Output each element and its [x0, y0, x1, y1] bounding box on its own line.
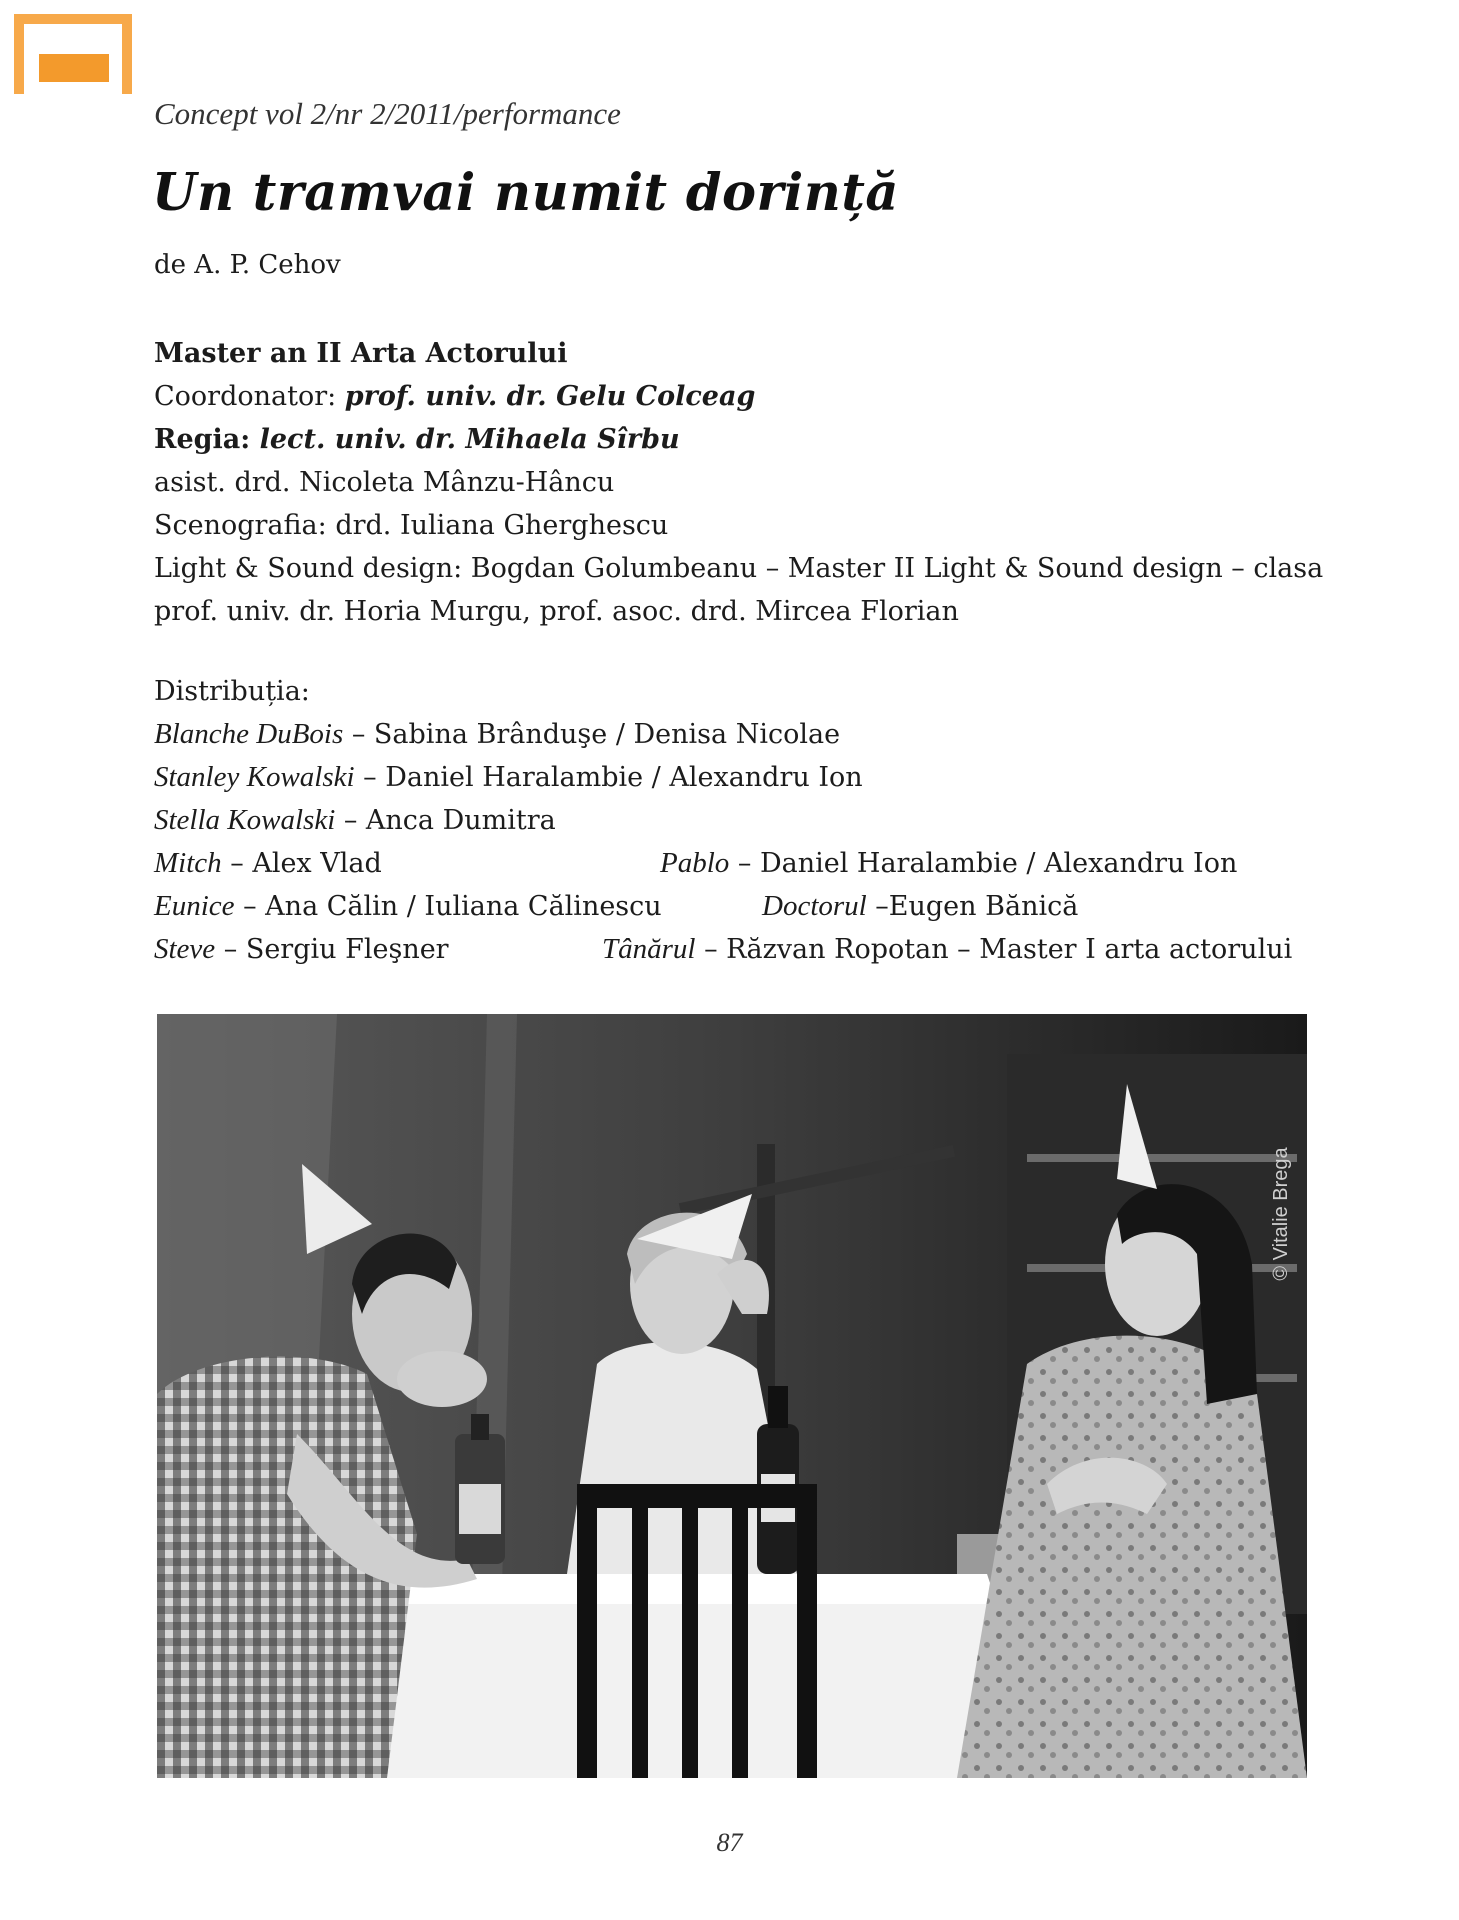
- coordinator-name: prof. univ. dr. Gelu Colceag: [344, 381, 756, 412]
- cast-actors: – Sergiu Fleşner: [215, 934, 449, 965]
- cast-entry: [762, 890, 1078, 923]
- performance-photo: [157, 1014, 1307, 1778]
- director-label: Regia:: [154, 424, 260, 455]
- journal-header: Concept vol 2/nr 2/2011/performance: [154, 96, 621, 131]
- cast-actors: –Eugen Bănică: [866, 891, 1079, 922]
- director-line: [154, 418, 1323, 461]
- distribution-heading: Distribuția:: [154, 676, 310, 707]
- cast-actors: – Alex Vlad: [221, 848, 382, 879]
- director-name: lect. univ. dr. Mihaela Sîrbu: [259, 424, 680, 455]
- cast-entry: [154, 890, 662, 923]
- cast-role: Eunice: [154, 890, 235, 922]
- cast-entry: [660, 847, 1237, 880]
- cast-role: Blanche DuBois: [154, 718, 344, 750]
- cast-actors: – Sabina Brânduşe / Denisa Nicolae: [343, 719, 841, 750]
- cast-actors: – Daniel Haralambie / Alexandru Ion: [354, 762, 863, 793]
- light-sound-line: Light & Sound design: Bogdan Golumbeanu – Master II Light & Sound design – clasa: [154, 553, 1324, 584]
- page-number: 87: [716, 1828, 743, 1857]
- light-sound-line-2: prof. univ. dr. Horia Murgu, prof. asoc. drd. Mircea Florian: [154, 596, 959, 627]
- cast-actors: – Anca Dumitra: [335, 805, 556, 836]
- photo-credit: © Vitalie Brega: [1270, 1147, 1292, 1281]
- page-title: Un tramvai numit dorință: [152, 163, 899, 223]
- cast-role: Doctorul: [762, 890, 867, 922]
- cast-actors: – Daniel Haralambie / Alexandru Ion: [729, 848, 1238, 879]
- cast-entry: [154, 761, 863, 794]
- program-line: Master an II Arta Actorului: [154, 338, 568, 369]
- cast-role: Tânărul: [602, 933, 696, 965]
- coordinator-label: Coordonator:: [154, 381, 345, 412]
- scenography-line: Scenografia: drd. Iuliana Gherghescu: [154, 510, 669, 541]
- cast-role: Stanley Kowalski: [154, 761, 355, 793]
- cast-entry: [154, 933, 449, 966]
- cast-role: Mitch: [154, 847, 222, 879]
- cast-role: Steve: [154, 933, 216, 965]
- credits-block: [154, 332, 1323, 633]
- cast-actors: – Ana Călin / Iuliana Călinescu: [234, 891, 662, 922]
- cast-entry: [154, 804, 556, 837]
- cast-entry: [154, 718, 840, 751]
- journal-logo: [14, 14, 132, 94]
- cast-entry: [602, 933, 1292, 966]
- cast-entry: [154, 847, 382, 880]
- author-line: de A. P. Cehov: [154, 250, 341, 280]
- cast-role: Pablo: [660, 847, 730, 879]
- cast-role: Stella Kowalski: [154, 804, 336, 836]
- cast-actors: – Răzvan Ropotan – Master I arta actorului: [695, 934, 1293, 965]
- assistant-line: asist. drd. Nicoleta Mânzu-Hâncu: [154, 467, 615, 498]
- coordinator-line: [154, 375, 1323, 418]
